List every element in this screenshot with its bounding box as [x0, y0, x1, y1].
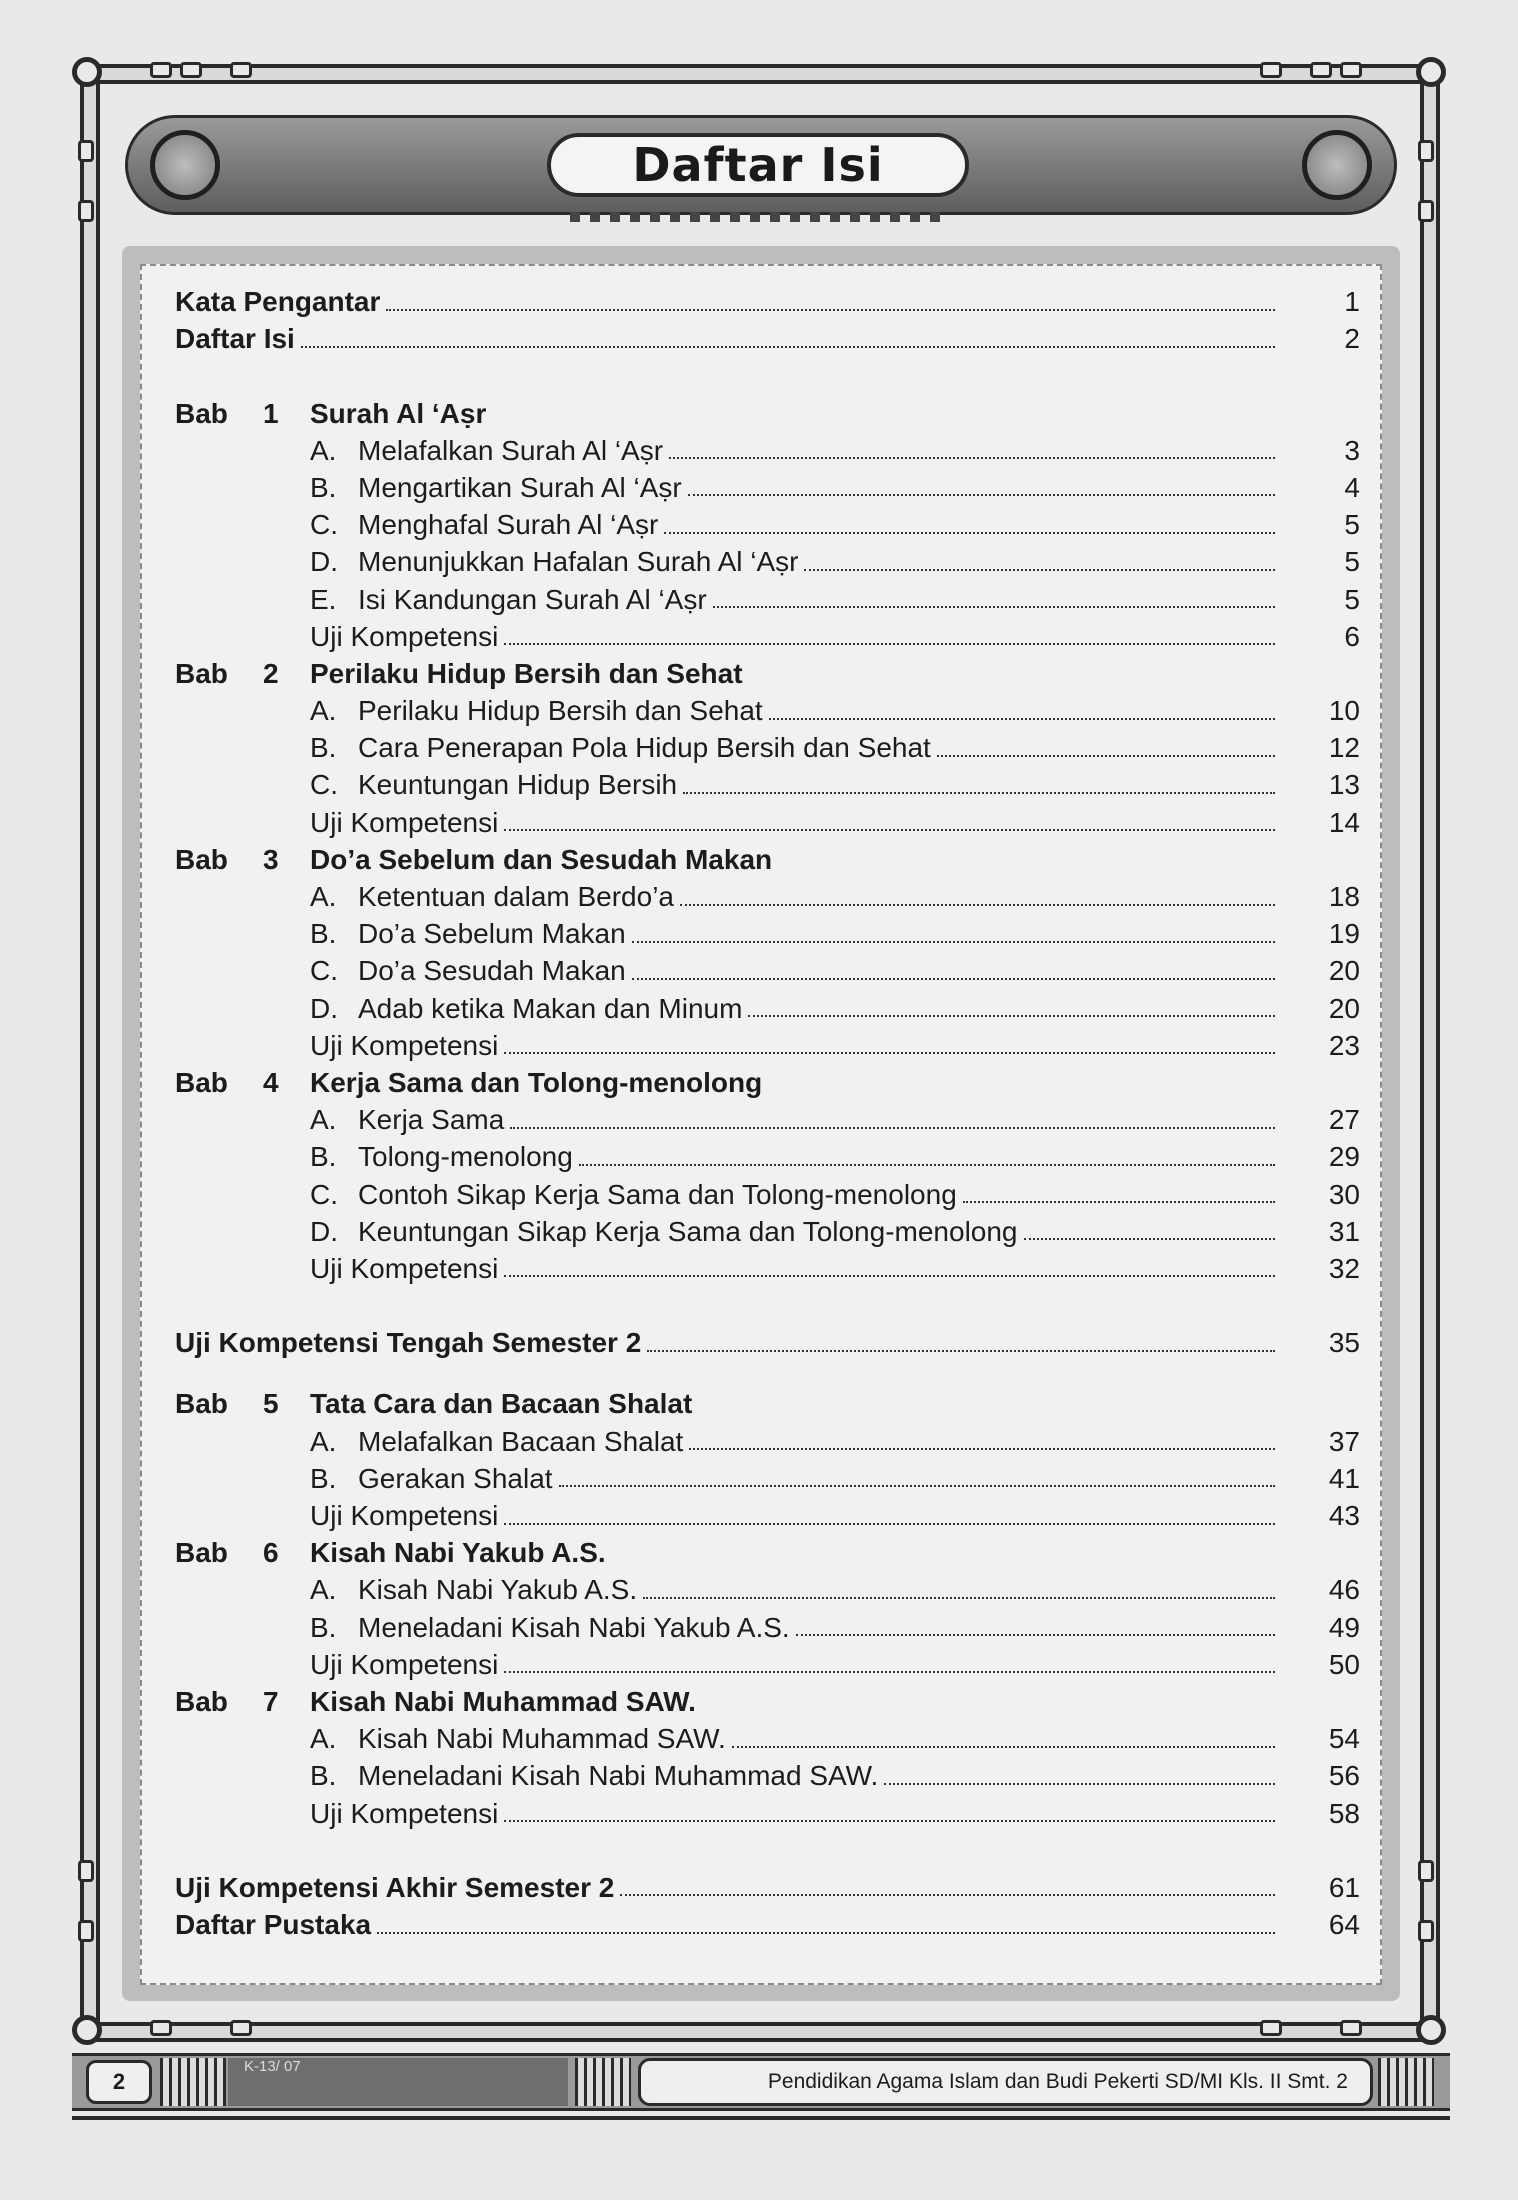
dot-leader: [937, 753, 1275, 757]
toc-item: [175, 1720, 1360, 1757]
toc-item-label: Uji Kompetensi: [310, 1648, 499, 1680]
frame-knot-ornament: [150, 2020, 172, 2036]
toc-item: [175, 469, 1360, 506]
toc-entry-line: [358, 469, 1275, 506]
frame-bottom-border: [80, 2022, 1432, 2042]
chapter-number: 5: [263, 1388, 279, 1420]
footer-rule: [72, 2116, 1450, 2120]
toc-item-letter: A.: [310, 1104, 337, 1136]
toc-item-letter: B.: [310, 732, 337, 764]
toc-item-label: Uji Kompetensi: [310, 806, 499, 838]
toc-item-label: Uji Kompetensi: [310, 620, 499, 652]
toc-item: [175, 618, 1360, 655]
toc-item-letter: C.: [310, 955, 338, 987]
toc-page-number: 58: [1328, 1797, 1360, 1829]
chapter-bab-label: Bab: [175, 397, 228, 429]
toc-item-letter: B.: [310, 1141, 337, 1173]
toc-item-letter: D.: [310, 546, 338, 578]
toc-entry-line: [358, 952, 1275, 989]
toc-item-label: Kisah Nabi Muhammad SAW.: [358, 1723, 726, 1755]
toc-item: [175, 1027, 1360, 1064]
toc-page-number: 4: [1344, 471, 1360, 503]
footer-stripes-ornament: [1378, 2058, 1434, 2106]
dot-leader: [796, 1632, 1275, 1636]
chapter-title: Kisah Nabi Muhammad SAW.: [310, 1685, 696, 1717]
toc-entry-line: [358, 729, 1275, 766]
toc-item-letter: B.: [310, 1611, 337, 1643]
dot-leader: [680, 902, 1275, 906]
footer-caption: [638, 2058, 1373, 2106]
toc-item: [175, 915, 1360, 952]
dot-leader: [963, 1199, 1275, 1203]
frame-knot-ornament: [1260, 2020, 1282, 2036]
dot-leader: [688, 492, 1275, 496]
toc-entry-line: [175, 1324, 1275, 1361]
toc-item: [175, 1460, 1360, 1497]
toc-item: [175, 1609, 1360, 1646]
toc-page-number: 41: [1328, 1462, 1360, 1494]
frame-knot-ornament: [150, 62, 172, 78]
toc-item-label: Keuntungan Hidup Bersih: [358, 769, 678, 801]
toc-entry-label: Daftar Pustaka: [175, 1909, 372, 1941]
dot-leader: [301, 344, 1275, 348]
toc-item-label: Kisah Nabi Yakub A.S.: [358, 1574, 638, 1606]
toc-item: [175, 1101, 1360, 1138]
frame-knot-ornament: [1340, 62, 1362, 78]
chapter-number: 1: [263, 397, 279, 429]
toc-entry-line: [358, 1176, 1275, 1213]
dot-leader: [579, 1162, 1275, 1166]
toc-page-number: 64: [1328, 1909, 1360, 1941]
toc-item-letter: A.: [310, 1574, 337, 1606]
dot-leader: [647, 1348, 1275, 1352]
toc-item-label: Meneladani Kisah Nabi Muhammad SAW.: [358, 1760, 879, 1792]
dot-leader: [643, 1595, 1275, 1599]
toc-chapter-heading: [175, 655, 1360, 692]
toc-item-label: Menunjukkan Hafalan Surah Al ‘Aṣr: [358, 546, 799, 578]
dot-leader: [689, 1446, 1275, 1450]
toc-item-letter: D.: [310, 1215, 338, 1247]
toc-item: [175, 432, 1360, 469]
dot-leader: [504, 1050, 1275, 1054]
chapter-title: Kisah Nabi Yakub A.S.: [310, 1537, 606, 1569]
toc-item: [175, 990, 1360, 1027]
frame-knot-ornament: [230, 2020, 252, 2036]
toc-entry-line: [358, 432, 1275, 469]
toc-item: [175, 952, 1360, 989]
toc-entry-line: [358, 1138, 1275, 1175]
toc-page-number: 50: [1328, 1648, 1360, 1680]
toc-item-letter: C.: [310, 1178, 338, 1210]
toc-chapter-heading: [175, 841, 1360, 878]
toc-entry-line: [310, 618, 1275, 655]
footer-stripes-ornament: [160, 2058, 226, 2106]
page-title: Daftar Isi: [632, 138, 884, 192]
toc-item-label: Cara Penerapan Pola Hidup Bersih dan Sehat: [358, 732, 931, 764]
toc-item-label: Melafalkan Bacaan Shalat: [358, 1425, 684, 1457]
chapter-title: Do’a Sebelum dan Sesudah Makan: [310, 843, 773, 875]
toc-top-entry: [175, 1869, 1360, 1906]
toc-entry-line: [175, 1869, 1275, 1906]
toc-spacer: [175, 1361, 1360, 1385]
toc-page-number: 27: [1328, 1104, 1360, 1136]
toc-item-label: Contoh Sikap Kerja Sama dan Tolong-menolong: [358, 1178, 957, 1210]
toc-item-label: Do’a Sesudah Makan: [358, 955, 626, 987]
toc-entry-line: [175, 283, 1275, 320]
frame-corner-ornament: [1416, 2015, 1446, 2045]
dot-leader: [1024, 1236, 1275, 1240]
toc-item-letter: D.: [310, 992, 338, 1024]
frame-knot-ornament: [1418, 1920, 1434, 1942]
toc-page-number: 56: [1328, 1760, 1360, 1792]
toc-entry-line: [358, 1720, 1275, 1757]
toc-item: [175, 1250, 1360, 1287]
frame-corner-ornament: [72, 2015, 102, 2045]
toc-page-number: 61: [1328, 1871, 1360, 1903]
dot-leader: [669, 455, 1275, 459]
frame-knot-ornament: [1418, 1860, 1434, 1882]
frame-knot-ornament: [1340, 2020, 1362, 2036]
toc-item-label: Uji Kompetensi: [310, 1252, 499, 1284]
toc-page-number: 29: [1328, 1141, 1360, 1173]
dot-leader: [632, 939, 1275, 943]
chapter-title: Tata Cara dan Bacaan Shalat: [310, 1388, 693, 1420]
toc-item-label: Isi Kandungan Surah Al ‘Aṣr: [358, 583, 707, 615]
toc-entry-line: [358, 692, 1275, 729]
toc-entry-label: Daftar Isi: [175, 323, 295, 355]
toc-entry-line: [358, 581, 1275, 618]
toc-item-label: Uji Kompetensi: [310, 1500, 499, 1531]
toc-chapter-heading: [175, 1385, 1360, 1422]
toc-spacer: [175, 357, 1360, 394]
table-of-contents: [175, 283, 1360, 1943]
chapter-number: 7: [263, 1685, 279, 1717]
chapter-number: 6: [263, 1537, 279, 1569]
dot-leader: [884, 1781, 1275, 1785]
toc-item: [175, 1646, 1360, 1683]
frame-knot-ornament: [78, 200, 94, 222]
toc-chapter-heading: [175, 1683, 1360, 1720]
toc-item: [175, 1138, 1360, 1175]
frame-left-border: [80, 72, 100, 2032]
frame-knot-ornament: [78, 1920, 94, 1942]
dot-leader: [769, 716, 1275, 720]
toc-item-letter: A.: [310, 434, 337, 466]
dot-leader: [748, 1013, 1275, 1017]
toc-item: [175, 1176, 1360, 1213]
toc-entry-line: [358, 1423, 1275, 1460]
toc-item-letter: A.: [310, 1425, 337, 1457]
toc-item-label: Perilaku Hidup Bersih dan Sehat: [358, 695, 763, 727]
toc-page-number: 13: [1328, 769, 1360, 801]
frame-knot-ornament: [1418, 140, 1434, 162]
toc-entry-line: [358, 766, 1275, 803]
toc-item-letter: A.: [310, 881, 337, 912]
dot-leader: [732, 1744, 1275, 1748]
toc-item-label: Melafalkan Surah Al ‘Aṣr: [358, 434, 664, 466]
title-underline-ornament: [570, 212, 950, 222]
toc-item-label: Menghafal Surah Al ‘Aṣr: [358, 509, 659, 541]
toc-item-label: Do’a Sebelum Makan: [358, 918, 626, 950]
chapter-bab-label: Bab: [175, 1066, 228, 1098]
toc-top-entry: [175, 1324, 1360, 1361]
toc-item-label: Kerja Sama: [358, 1104, 505, 1136]
chapter-bab-label: Bab: [175, 1388, 228, 1420]
toc-entry-line: [358, 1460, 1275, 1497]
frame-knot-ornament: [230, 62, 252, 78]
toc-item: [175, 543, 1360, 580]
toc-spacer: [175, 1832, 1360, 1869]
toc-item: [175, 1423, 1360, 1460]
toc-page-number: 54: [1328, 1723, 1360, 1755]
dot-leader: [559, 1483, 1275, 1487]
book-code-box: [228, 2058, 568, 2106]
toc-item: [175, 1757, 1360, 1794]
toc-chapter-heading: [175, 1064, 1360, 1101]
dot-leader: [377, 1930, 1275, 1934]
toc-entry-line: [310, 1027, 1275, 1064]
toc-item-label: Adab ketika Makan dan Minum: [358, 992, 743, 1024]
toc-entry-line: [358, 1101, 1275, 1138]
toc-item: [175, 506, 1360, 543]
dot-leader: [504, 1273, 1275, 1277]
toc-entry-line: [310, 804, 1275, 841]
toc-top-entry: [175, 1906, 1360, 1943]
dot-leader: [504, 641, 1275, 645]
toc-item-label: Ketentuan dalam Berdo’a: [358, 881, 674, 912]
toc-page-number: 32: [1328, 1252, 1360, 1284]
toc-item: [175, 1213, 1360, 1250]
toc-page-number: 23: [1328, 1029, 1360, 1061]
toc-item: [175, 729, 1360, 766]
toc-item-label: Uji Kompetensi: [310, 1797, 499, 1829]
toc-page-number: 2: [1344, 323, 1360, 355]
dot-leader: [713, 604, 1275, 608]
toc-entry-line: [175, 320, 1275, 357]
toc-spacer: [175, 1287, 1360, 1324]
dot-leader: [386, 307, 1275, 311]
toc-entry-label: Uji Kompetensi Tengah Semester 2: [175, 1327, 642, 1359]
toc-page-number: 5: [1344, 546, 1360, 578]
toc-item: [175, 766, 1360, 803]
toc-entry-label: Uji Kompetensi Akhir Semester 2: [175, 1871, 615, 1903]
toc-page-number: 10: [1328, 695, 1360, 727]
toc-item-letter: B.: [310, 918, 337, 950]
toc-item: [175, 692, 1360, 729]
chapter-number: 3: [263, 843, 279, 875]
toc-item-label: Gerakan Shalat: [358, 1462, 553, 1494]
toc-page-number: 43: [1328, 1500, 1360, 1531]
frame-corner-ornament: [72, 57, 102, 87]
toc-page-number: 46: [1328, 1574, 1360, 1606]
toc-item-label: Meneladani Kisah Nabi Yakub A.S.: [358, 1611, 790, 1643]
page-title-pill: [547, 133, 969, 197]
dot-leader: [632, 976, 1275, 980]
toc-item-label: Mengartikan Surah Al ‘Aṣr: [358, 471, 682, 503]
frame-knot-ornament: [78, 140, 94, 162]
toc-top-entry: [175, 283, 1360, 320]
page-number: 2: [86, 2060, 152, 2104]
toc-page-number: 5: [1344, 583, 1360, 615]
toc-entry-line: [358, 1213, 1275, 1250]
toc-item: [175, 804, 1360, 841]
dot-leader: [683, 790, 1275, 794]
toc-entry-line: [358, 506, 1275, 543]
dot-leader: [504, 1669, 1275, 1673]
toc-page-number: 1: [1344, 286, 1360, 317]
toc-entry-label: Kata Pengantar: [175, 286, 381, 317]
banner-ring-ornament: [150, 130, 220, 200]
toc-item-label: Keuntungan Sikap Kerja Sama dan Tolong-menolong: [358, 1215, 1018, 1247]
book-code: K-13/ 07: [244, 2058, 301, 2075]
toc-page-number: 30: [1328, 1178, 1360, 1210]
chapter-bab-label: Bab: [175, 1537, 228, 1569]
toc-page-number: 3: [1344, 434, 1360, 466]
dot-leader: [664, 530, 1275, 534]
toc-item-letter: B.: [310, 1760, 337, 1792]
toc-page-number: 5: [1344, 509, 1360, 541]
toc-item-letter: C.: [310, 509, 338, 541]
frame-knot-ornament: [1418, 200, 1434, 222]
frame-knot-ornament: [1310, 62, 1332, 78]
frame-right-border: [1420, 72, 1440, 2032]
toc-page-number: 37: [1328, 1425, 1360, 1457]
toc-item-letter: E.: [310, 583, 337, 615]
dot-leader: [504, 827, 1275, 831]
dot-leader: [620, 1892, 1275, 1896]
toc-entry-line: [310, 1646, 1275, 1683]
footer-stripes-ornament: [575, 2058, 631, 2106]
toc-chapter-heading: [175, 1534, 1360, 1571]
dot-leader: [504, 1521, 1275, 1525]
toc-page-number: 19: [1328, 918, 1360, 950]
toc-item: [175, 1497, 1360, 1534]
toc-page-number: 18: [1328, 881, 1360, 912]
frame-knot-ornament: [78, 1860, 94, 1882]
chapter-bab-label: Bab: [175, 843, 228, 875]
toc-item-letter: A.: [310, 1723, 337, 1755]
frame-corner-ornament: [1416, 57, 1446, 87]
toc-page-number: 20: [1328, 992, 1360, 1024]
book-title: Pendidikan Agama Islam dan Budi Pekerti SD/MI Kls. II Smt. 2: [767, 2070, 1348, 2093]
chapter-bab-label: Bab: [175, 1685, 228, 1717]
banner-ring-ornament: [1302, 130, 1372, 200]
toc-item-label: Uji Kompetensi: [310, 1029, 499, 1061]
toc-page-number: 12: [1328, 732, 1360, 764]
toc-page-number: 49: [1328, 1611, 1360, 1643]
toc-item: [175, 878, 1360, 915]
toc-entry-line: [358, 1609, 1275, 1646]
chapter-number: 4: [263, 1066, 279, 1098]
chapter-number: 2: [263, 657, 279, 689]
toc-item-letter: B.: [310, 1462, 337, 1494]
chapter-title: Kerja Sama dan Tolong-menolong: [310, 1066, 763, 1098]
toc-item-letter: B.: [310, 471, 337, 503]
toc-entry-line: [175, 1906, 1275, 1943]
toc-item: [175, 1571, 1360, 1608]
toc-entry-line: [358, 1571, 1275, 1608]
toc-page-number: 20: [1328, 955, 1360, 987]
dot-leader: [510, 1125, 1275, 1129]
chapter-title: Perilaku Hidup Bersih dan Sehat: [310, 657, 743, 689]
toc-page-number: 31: [1328, 1215, 1360, 1247]
toc-top-entry: [175, 320, 1360, 357]
chapter-title: Surah Al ‘Aṣr: [310, 397, 487, 429]
toc-item-label: Tolong-menolong: [358, 1141, 573, 1173]
chapter-bab-label: Bab: [175, 657, 228, 689]
toc-item: [175, 1795, 1360, 1832]
dot-leader: [804, 567, 1275, 571]
frame-knot-ornament: [1260, 62, 1282, 78]
toc-entry-line: [358, 990, 1275, 1027]
toc-item-letter: A.: [310, 695, 337, 727]
toc-chapter-heading: [175, 395, 1360, 432]
toc-entry-line: [358, 1757, 1275, 1794]
toc-entry-line: [358, 878, 1275, 915]
toc-item-letter: C.: [310, 769, 338, 801]
toc-entry-line: [358, 543, 1275, 580]
dot-leader: [504, 1818, 1275, 1822]
toc-page-number: 6: [1344, 620, 1360, 652]
toc-page-number: 14: [1328, 806, 1360, 838]
frame-knot-ornament: [180, 62, 202, 78]
toc-entry-line: [310, 1795, 1275, 1832]
toc-entry-line: [358, 915, 1275, 952]
toc-entry-line: [310, 1250, 1275, 1287]
frame-top-border: [80, 64, 1432, 84]
toc-page-number: 35: [1328, 1327, 1360, 1359]
toc-entry-line: [310, 1497, 1275, 1534]
toc-item: [175, 581, 1360, 618]
